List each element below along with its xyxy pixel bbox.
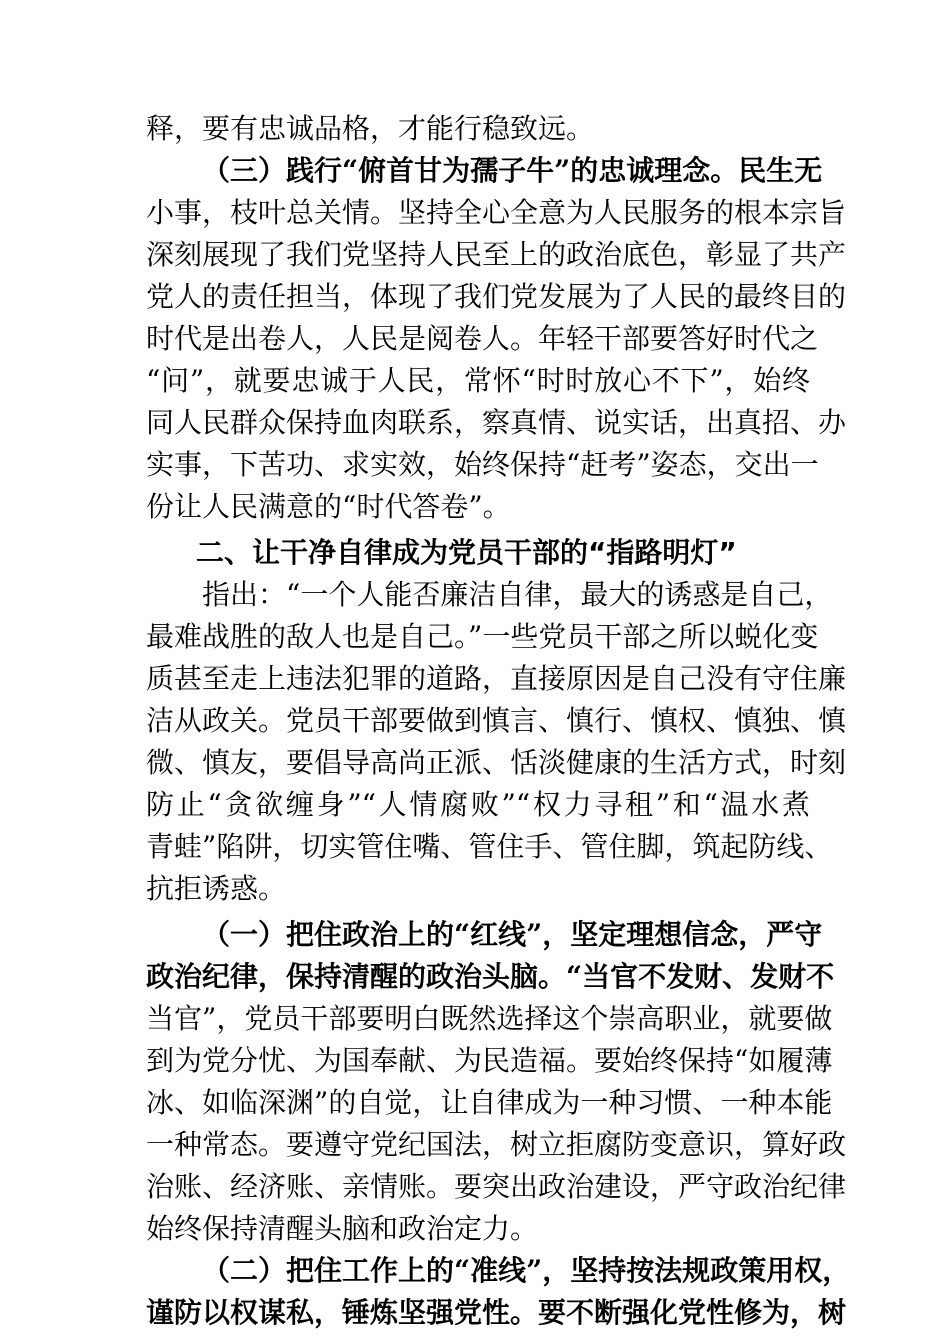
text-line: 实事，下苦功、求实效，始终保持“赶考”姿态，交出一 [146,448,819,481]
text-line: 质甚至走上违法犯罪的道路，直接原因是自己没有守住廉 [146,662,847,695]
section-heading-2: 二、让干净自律成为党员干部的“指路明灯” [196,536,737,569]
text-line: 时代是出卷人，人民是阅卷人。年轻干部要答好时代之 [146,322,819,355]
text-line: 释，要有忠诚品格，才能行稳致远。 [146,112,595,145]
subsection-2-title-line: （二）把住工作上的“准线”，坚持按法规政策用权， [202,1254,851,1287]
text-line: 一种常态。要遵守党纪国法，树立拒腐防变意识，算好政 [146,1128,847,1161]
section-3-title-line: （三）践行“俯首甘为孺子牛”的忠诚理念。民生无 [202,154,823,187]
text-line: 青蛙”陷阱，切实管住嘴、管住手、管住脚，筑起防线、 [146,830,833,863]
text-line: 最难战胜的敌人也是自己。”一些党员干部之所以蜕化变 [146,620,819,653]
text-line: 当官”，党员干部要明白既然选择这个崇高职业，就要做 [146,1002,833,1035]
subsection-1-title-line: （一）把住政治上的“红线”，坚定理想信念，严守 [202,918,823,951]
text-line: 洁从政关。党员干部要做到慎言、慎行、慎权、慎独、慎 [146,704,847,737]
subsection-2-title-line: 谨防以权谋私，锤炼坚强党性。要不断强化党性修为，树 [146,1296,847,1329]
text-line: 同人民群众保持血肉联系，察真情、说实话，出真招、办 [146,406,847,439]
text-line: 深刻展现了我们党坚持人民至上的政治底色，彰显了共产 [146,238,847,271]
text-line: 治账、经济账、亲情账。要突出政治建设，严守政治纪律 [146,1170,847,1203]
text-line: 冰、如临深渊”的自觉，让自律成为一种习惯、一种本能 [146,1086,833,1119]
text-line: 党人的责任担当，体现了我们党发展为了人民的最终目的 [146,280,847,313]
text-line: 始终保持清醒头脑和政治定力。 [146,1212,539,1245]
text-line: 小事，枝叶总关情。坚持全心全意为人民服务的根本宗旨 [146,196,847,229]
text-line: 份让人民满意的“时代答卷”。 [146,490,511,523]
text-line: “问”，就要忠诚于人民，常怀“时时放心不下”，始终 [146,364,810,397]
text-line: 防止“贪欲缠身”“人情腐败”“权力寻租”和“温水煮 [146,788,810,821]
text-line: 指出：“一个人能否廉洁自律，最大的诱惑是自己， [202,578,833,611]
text-line: 微、慎友，要倡导高尚正派、恬淡健康的生活方式，时刻 [146,746,847,779]
subsection-1-title-line: 政治纪律，保持清醒的政治头脑。“当官不发财、发财不 [146,960,835,993]
text-line: 到为党分忧、为国奉献、为民造福。要始终保持“如履薄 [146,1044,833,1077]
text-line: 抗拒诱惑。 [146,872,287,905]
